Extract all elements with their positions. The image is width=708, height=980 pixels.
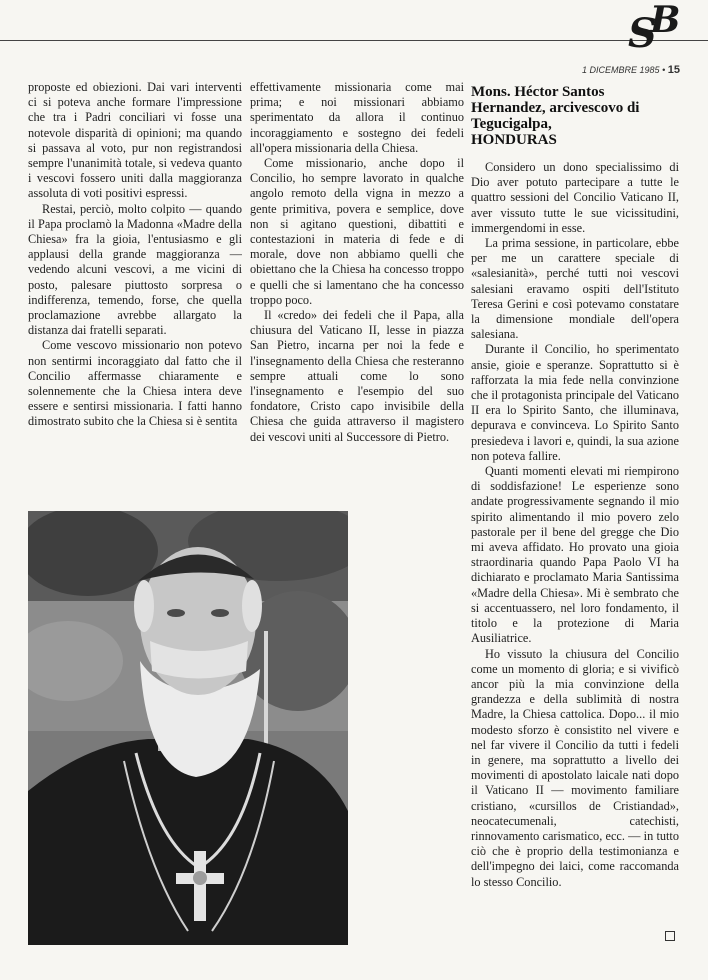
article-column-1 xyxy=(28,80,242,470)
paragraph: Quanti momenti elevati mi riempirono di soddisfazione! Le esperienze sono andate progressivamente segnando il mio spirito alimentando il mio povero zelo pastorale per il bene del gregge che Dio mi aveva affidato. Ho provato una gioia straordinaria quando Papa Paolo VI ha dichiarato e proclamato Maria Santissima «Madre della Chiesa». Mi è sembrato che si accentuassero, nel loro fondamento, il titolo e la protezione di Maria Ausiliatrice. xyxy=(471,464,679,646)
heading-line: Tegucigalpa, xyxy=(471,116,552,132)
paragraph: proposte ed obiezioni. Dai vari interventi ci si poteva anche formare l'impressione che tra i Padri conciliari vi fosse una notevole disparità di opinioni; ma quando si passava al voto, pur non registrandosi sempre l'unanimità totale, si vedeva quanto i vescovi fossero uniti dalla maggioranza assoluta di voti positivi espressi. xyxy=(28,80,242,201)
paragraph: Come vescovo missionario non potevo non sentirmi incoraggiato dal fatto che il Concilio affermasse chiaramente e solennemente che la Chiesa intera deve essere e sentirsi missionaria. I fatti hanno dimostrato subito che la Chiesa si è sentita xyxy=(28,338,242,429)
heading-line: HONDURAS xyxy=(471,132,557,148)
heading-line: Hernandez, arcivescovo di xyxy=(471,100,640,116)
paragraph: effettivamente missionaria come mai prima; e noi missionari abbiamo sperimentato da allora il continuo incoraggiamento e sostegno dei fedeli all'opera missionaria della Chiesa. xyxy=(250,80,464,155)
paragraph: Restai, perciò, molto colpito — quando il Papa proclamò la Madonna «Madre della Chiesa» fra la gioia, l'entusiasmo e gli applausi della grande maggioranza — vedendo alcuni vescovi, a me vicini di posto, palesare piuttosto sorpresa o indifferenza, temendo, forse, che quella proclamazione avrebbe allargato la distanza dai fratelli separati. xyxy=(28,201,242,338)
paragraph: La prima sessione, in particolare, ebbe per me un carattere speciale di «salesianità», perché tutti noi vescovi salesiani eravamo ospiti dell'Istituto Teresa Gerini e così potevamo constatare la dimensione mondiale dell'opera salesiana. xyxy=(471,236,679,342)
logo-letter-b: B xyxy=(650,0,681,41)
portrait-illustration xyxy=(28,511,348,945)
logo-letter-s: S xyxy=(628,10,657,57)
paragraph: Considero un dono specialissimo di Dio aver potuto partecipare a tutte le quattro sessioni del Concilio Vaticano II, aver vissuto tutte le sue vicissitudini, immergendomi in esse. xyxy=(471,160,679,235)
article-column-3 xyxy=(471,160,679,940)
portrait-photo xyxy=(28,511,348,945)
header-separator: • xyxy=(662,65,666,75)
end-of-article-mark xyxy=(665,931,675,941)
paragraph: Durante il Concilio, ho sperimentato ansie, gioie e speranze. Soprattutto si è rafforzata la mia fede nella convinzione che il protagonista principale del Vaticano II era lo Spirito Santo, che illuminava, depurava e convinceva. Lo Spirito Santo presiedeva i lavori e, quindi, la sua azione non poteva fallire. xyxy=(471,342,679,463)
paragraph: Il «credo» dei fedeli che il Papa, alla chiusura del Vaticano II, lesse in piazza San Pietro, incarna per noi la fede e l'insegnamento della Chiesa che resteranno sempre attuali come lo sono l'insegnamento e l'esempio del suo fondatore, Cristo capo invisibile della Chiesa che guida attraverso il magistero dei vescovi uniti al Successore di Pietro. xyxy=(250,308,464,444)
header-rule xyxy=(0,40,708,41)
issue-date: 1 DICEMBRE 1985 xyxy=(582,65,660,75)
section-heading xyxy=(471,84,686,148)
magazine-logo xyxy=(624,2,684,58)
heading-line: Mons. Héctor Santos xyxy=(471,84,605,100)
paragraph: Come missionario, anche dopo il Concilio, ho sempre lavorato in qualche angolo remoto della vigna in mezzo a gente primitiva, povera e semplice, dove non si agitano questioni, dibattiti e contestazioni in materia di fede e di morale, dove non abbiamo quelli che obiettano che la Chiesa ha concesso troppo e quelli che si lamentano che ha concesso troppo poco. xyxy=(250,156,464,307)
paragraph: Ho vissuto la chiusura del Concilio come un momento di gloria; e si vivificò ancor più la mia convinzione della grandezza e della sublimità di nostra Madre, la Chiesa cattolica. Dopo... il mio modesto sforzo è consistito nel vivere e nel far vivere il Concilio da tutti i fedeli in genere, ma soprattutto a livello dei movimenti di apostolato laicale nati dopo il Vaticano II — movimento familiare cristiano, «cursillos de Cristiandad», neocatecumenali, catechisti, rinnovamento carismatico, ecc. — in tutto ciò che è proprio della testimonianza e dell'impegno dei laici, come raccomanda lo stesso Concilio. xyxy=(471,646,679,889)
page-header xyxy=(582,64,680,76)
page-number: 15 xyxy=(667,64,680,76)
article-column-2 xyxy=(250,80,464,470)
